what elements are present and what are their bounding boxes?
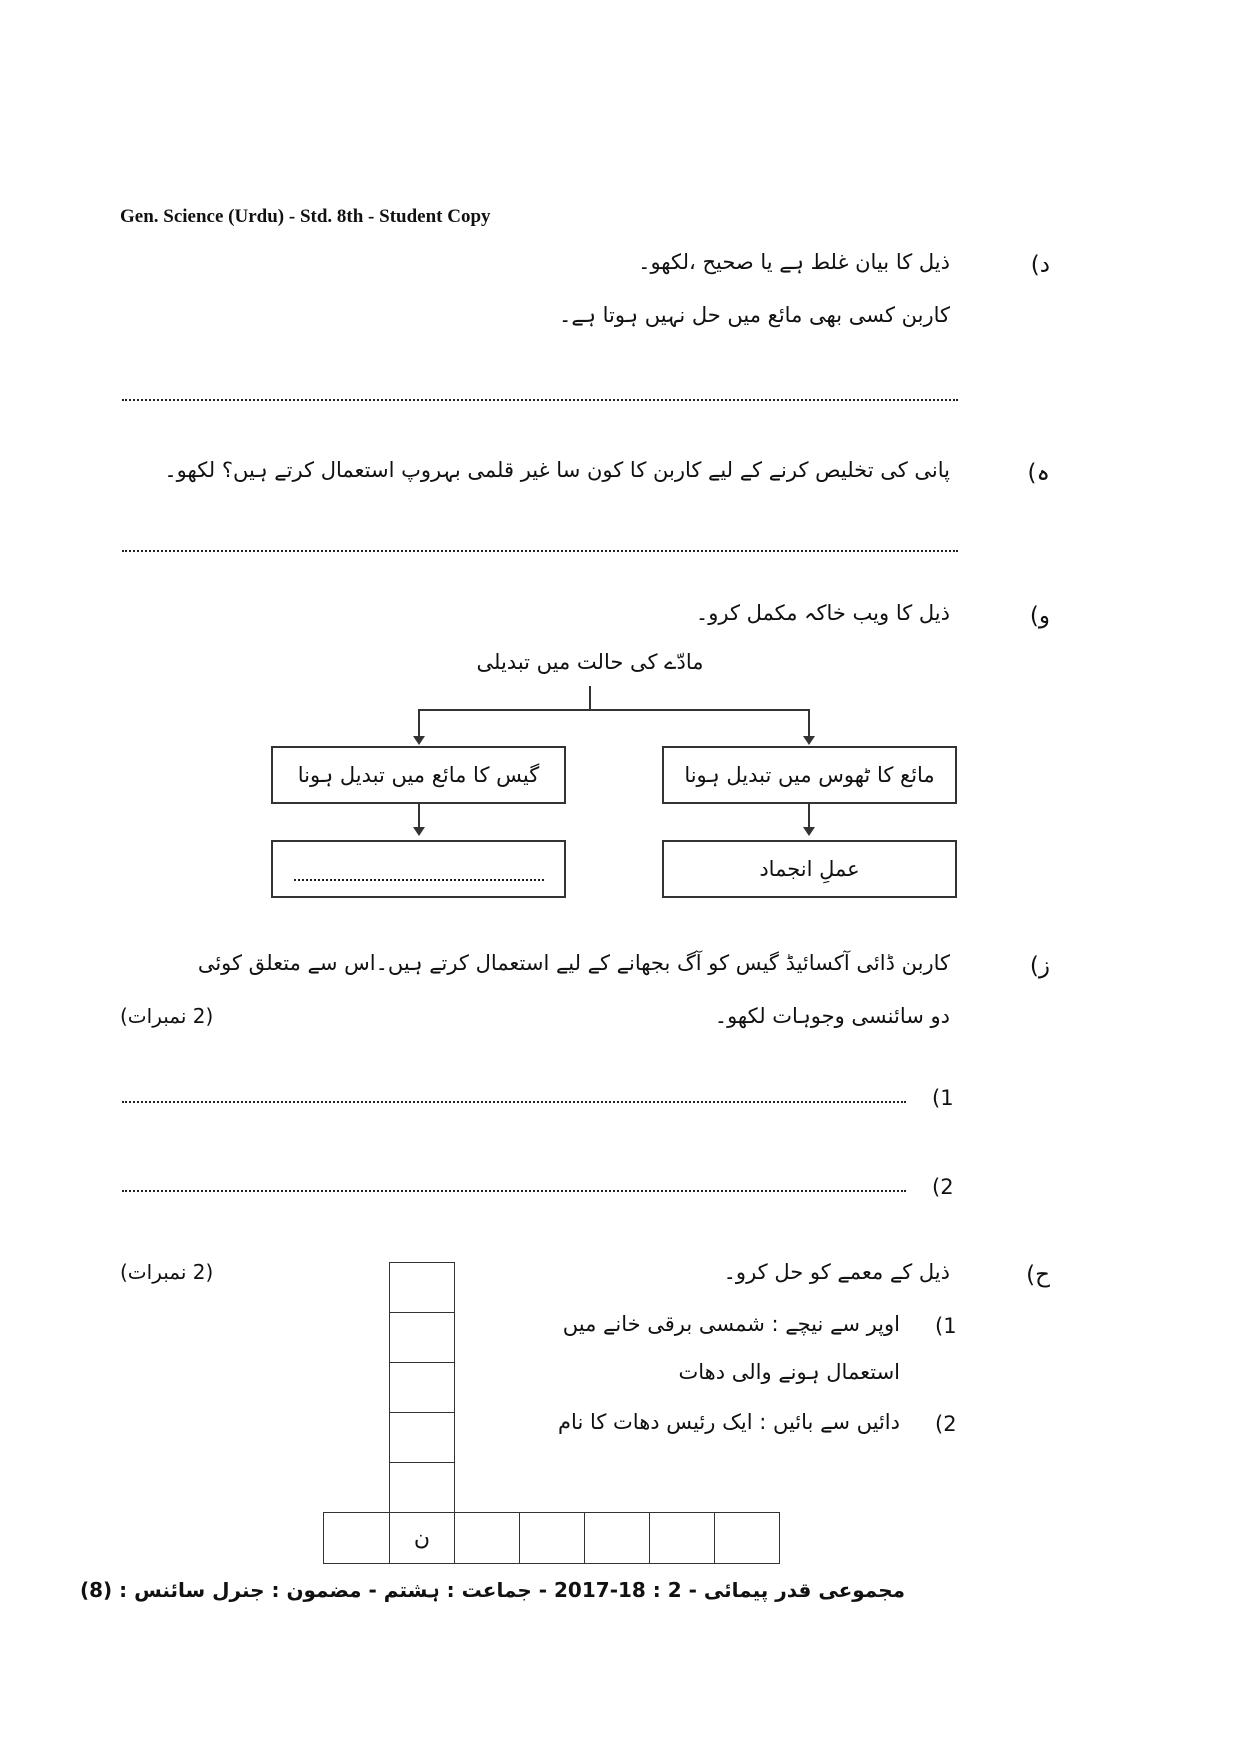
arrow-down-icon: [803, 736, 815, 745]
page-footer: مجموعی قدر پیمائی - 2 : 18-2017 - جماعت : ہشتم - مضمون : جنرل سائنس : (8): [79, 1578, 905, 1602]
web-root-label: مادّے کی حالت میں تبدیلی: [476, 650, 704, 674]
question-ha-prompt: ذیل کے معمے کو حل کرو۔: [723, 1260, 950, 1284]
question-label-w: و): [1029, 603, 1050, 629]
connector-line: [589, 686, 591, 710]
web-right-box: مائع کا ٹھوس میں تبدیل ہونا: [662, 746, 957, 804]
connector-line: [418, 709, 810, 711]
question-z-prompt-line2: دو سائنسی وجوہات لکھو۔: [714, 1004, 950, 1028]
clue-number: 1): [935, 1314, 957, 1338]
crossword-cell[interactable]: [584, 1512, 650, 1564]
crossword-cell[interactable]: [389, 1412, 455, 1463]
answer-line-z2[interactable]: [122, 1190, 906, 1192]
question-z-prompt-line1: کاربن ڈائی آکسائیڈ گیس کو آگ بجھانے کے لیے استعمال کرتے ہیں۔اس سے متعلق کوئی: [197, 951, 950, 975]
connector-line: [418, 804, 420, 828]
answer-line-d[interactable]: [122, 399, 958, 401]
question-label-h: ہ): [1027, 460, 1050, 486]
question-h-prompt: پانی کی تخلیص کرنے کے لیے کاربن کا کون سا غیر قلمی بہروپ استعمال کرتے ہیں؟ لکھو۔: [164, 458, 950, 482]
question-label-z: ز): [1029, 953, 1050, 979]
question-label-d: د): [1030, 252, 1050, 278]
connector-line: [418, 709, 420, 737]
question-label-ha: ح): [1026, 1262, 1050, 1288]
connector-line: [808, 804, 810, 828]
crossword-cell[interactable]: [323, 1512, 390, 1564]
answer-item-number: 2): [932, 1175, 954, 1199]
marks-badge: (2 نمبرات): [120, 1260, 214, 1284]
web-left-box: گیس کا مائع میں تبدیل ہونا: [271, 746, 566, 804]
crossword-cell[interactable]: [389, 1312, 455, 1363]
question-d-statement: کاربن کسی بھی مائع میں حل نہیں ہوتا ہے۔: [559, 303, 950, 327]
crossword-cell[interactable]: [389, 1462, 455, 1513]
clue-1-line1: اوپر سے نیچے : شمسی برقی خانے میں: [562, 1312, 900, 1336]
answer-blank[interactable]: [294, 879, 544, 881]
question-d-prompt: ذیل کا بیان غلط ہے یا صحیح ،لکھو۔: [638, 250, 950, 274]
connector-line: [808, 709, 810, 737]
crossword-cell[interactable]: [714, 1512, 780, 1564]
answer-item-number: 1): [932, 1086, 954, 1110]
question-w-prompt: ذیل کا ویب خاکہ مکمل کرو۔: [695, 601, 950, 625]
crossword-cell[interactable]: [519, 1512, 585, 1564]
crossword-cell[interactable]: [389, 1262, 455, 1313]
web-right-answer-box: عملِ انجماد: [662, 840, 957, 898]
page-header: Gen. Science (Urdu) - Std. 8th - Student Copy: [120, 206, 491, 227]
crossword-cell[interactable]: [389, 1362, 455, 1413]
arrow-down-icon: [803, 827, 815, 836]
marks-badge: (2 نمبرات): [120, 1004, 214, 1028]
answer-line-z1[interactable]: [122, 1101, 906, 1103]
crossword-cell[interactable]: [649, 1512, 715, 1564]
answer-line-h[interactable]: [122, 550, 958, 552]
clue-2: دائیں سے بائیں : ایک رئیس دھات کا نام: [558, 1410, 900, 1434]
crossword-cell-given: ن: [389, 1512, 455, 1564]
web-left-answer-box[interactable]: [271, 840, 566, 898]
clue-number: 2): [935, 1412, 957, 1436]
crossword-cell[interactable]: [454, 1512, 520, 1564]
arrow-down-icon: [413, 827, 425, 836]
arrow-down-icon: [413, 736, 425, 745]
clue-1-line2: استعمال ہونے والی دھات: [678, 1360, 900, 1384]
